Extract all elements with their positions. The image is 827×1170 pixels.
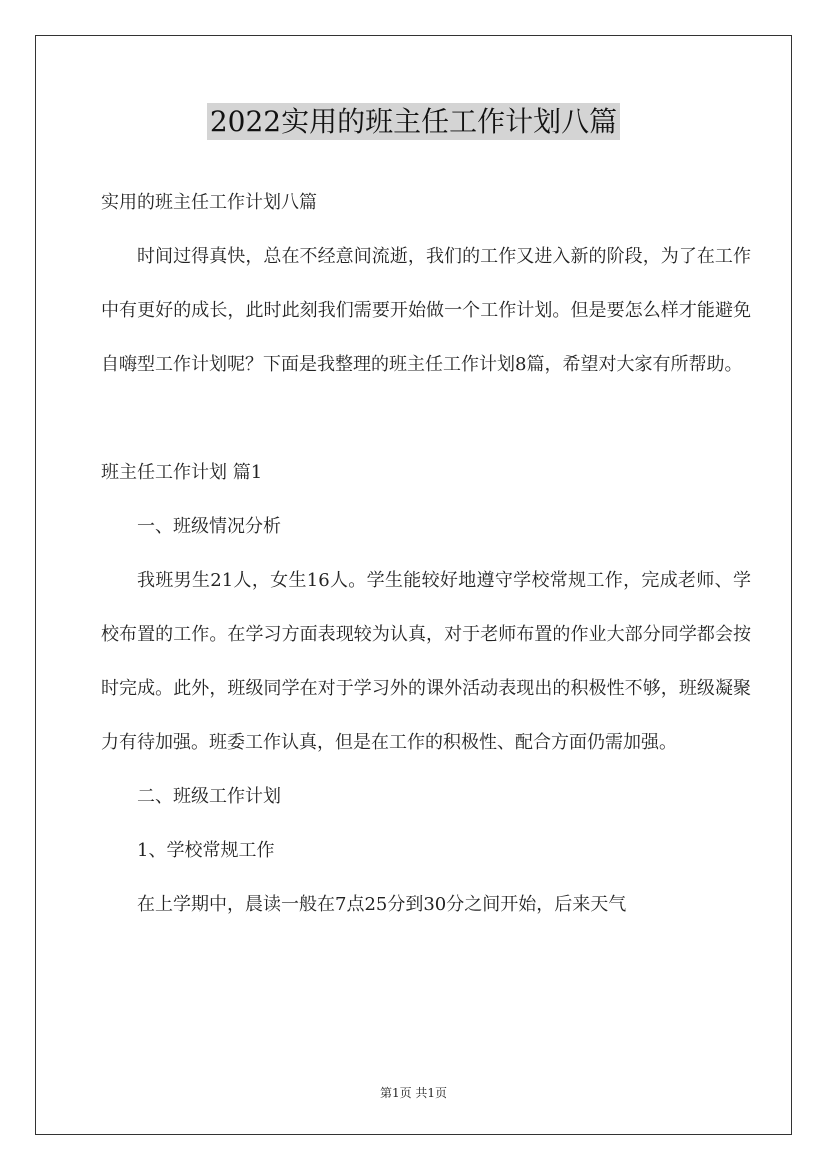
subheading-work-plan: 二、班级工作计划 [137, 786, 281, 807]
subheading-class-analysis: 一、班级情况分析 [137, 516, 281, 537]
intro-paragraph: 时间过得真快，总在不经意间流逝，我们的工作又进入新的阶段，为了在工作中有更好的成长，此时此刻我们需要开始做一个工作计划。但是要怎么样才能避免自嗨型工作计划呢？下面是我整理的班主任工作计划8篇，希望对大家有所帮助。 [101, 246, 751, 375]
subheading-routine-work: 1、学校常规工作 [137, 840, 275, 861]
subtitle-paragraph: 实用的班主任工作计划八篇 [101, 192, 317, 213]
document-body [101, 176, 751, 932]
blank-line [101, 392, 751, 446]
routine-work-paragraph: 在上学期中，晨读一般在7点25分到30分之间开始，后来天气 [137, 894, 627, 915]
class-analysis-paragraph: 我班男生21人，女生16人。学生能较好地遵守学校常规工作，完成老师、学校布置的工作。在学习方面表现较为认真，对于老师布置的作业大部分同学都会按时完成。此外，班级同学在对于学习外的课外活动表现出的积极性不够，班级凝聚力有待加强。班委工作认真，但是在工作的积极性、配合方面仍需加强。 [101, 570, 751, 753]
document-title-text: 2022实用的班主任工作计划八篇 [207, 103, 620, 140]
section-heading: 班主任工作计划 篇1 [101, 462, 263, 483]
page-footer: 第1页 共1页 [379, 1086, 448, 1100]
document-title [0, 100, 827, 140]
